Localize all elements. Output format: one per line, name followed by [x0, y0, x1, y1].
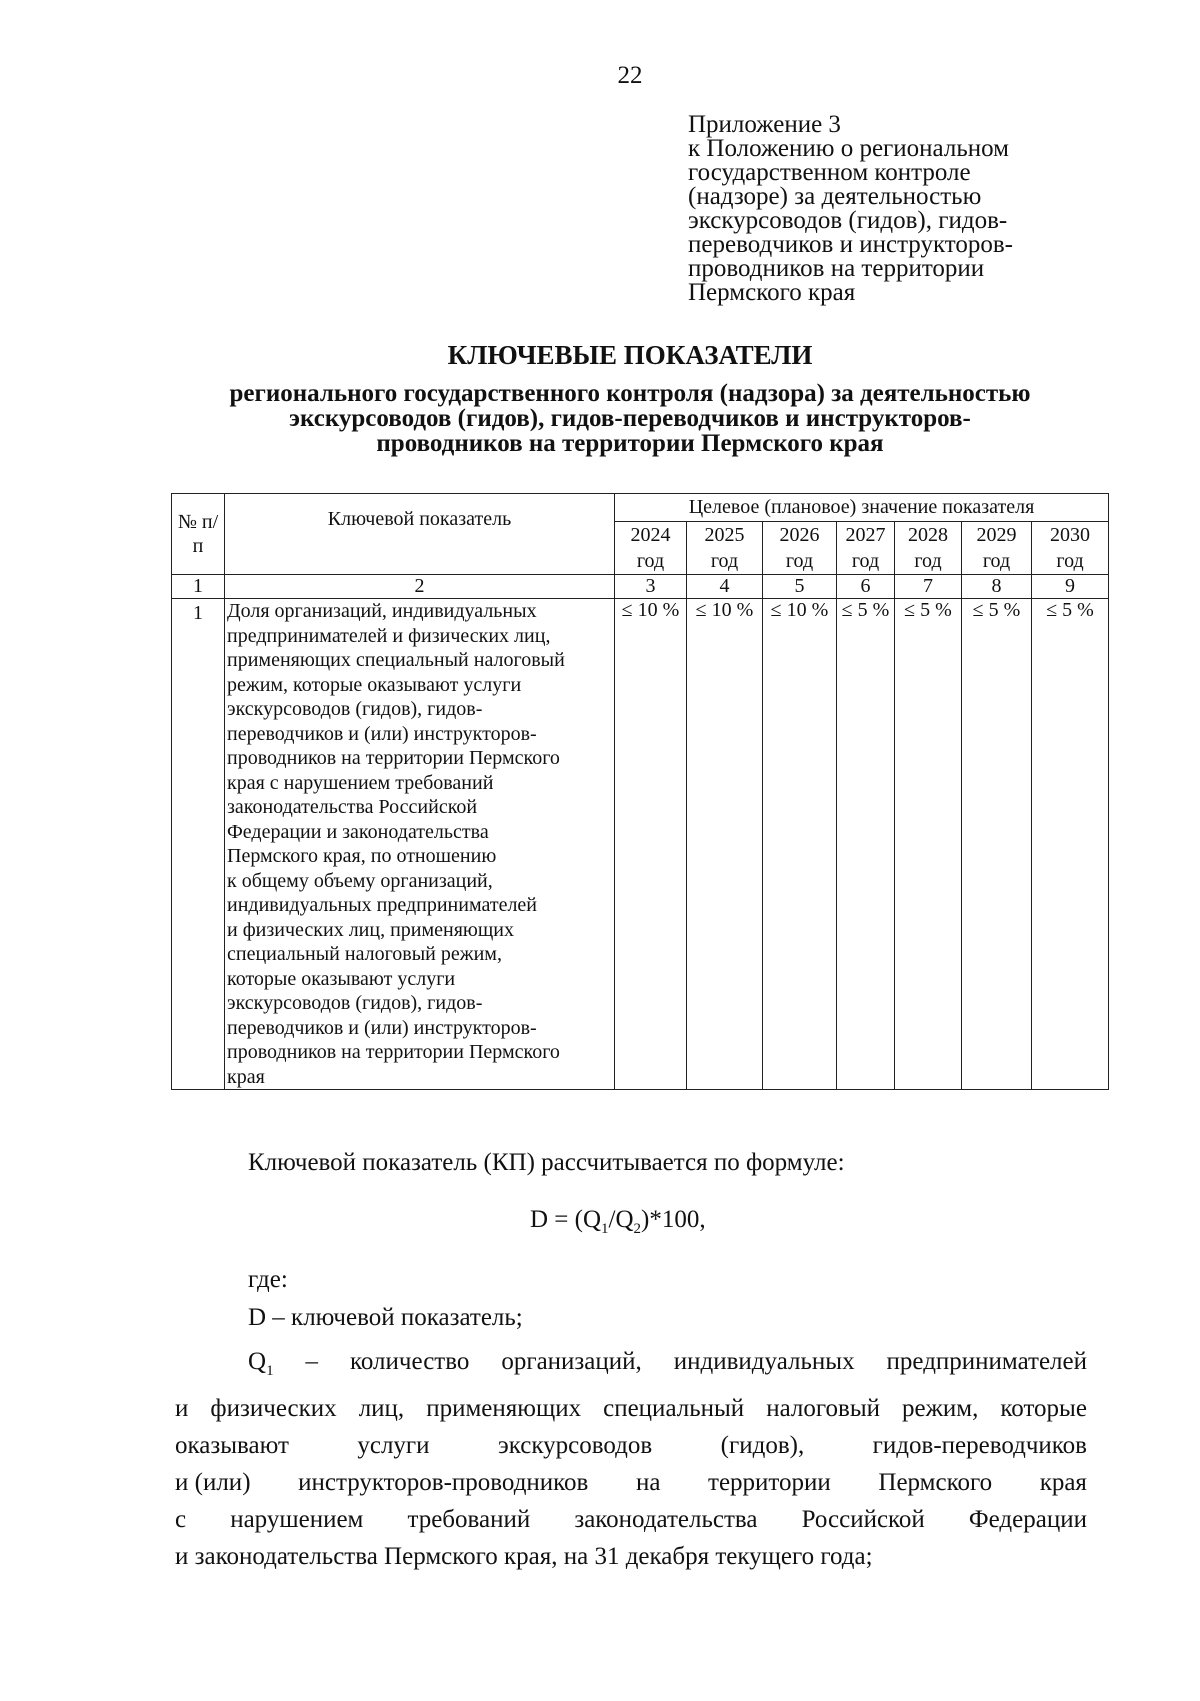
column-number: 1	[172, 575, 225, 599]
year-cell: 2029 год	[962, 522, 1032, 575]
row-number: 1	[172, 599, 225, 1090]
formula-intro: Ключевой показатель (КП) рассчитывается по формуле:	[248, 1149, 845, 1176]
column-number-row	[172, 575, 1109, 599]
document-subtitle	[160, 381, 1100, 456]
appendix-header	[688, 113, 1128, 305]
target-value: ≤ 10 %	[615, 599, 687, 1090]
year-cell: 2028 год	[895, 522, 962, 575]
appendix-line: Пермского края	[688, 279, 856, 306]
appendix-line: государственном контроле	[688, 159, 971, 186]
document-title: КЛЮЧЕВЫЕ ПОКАЗАТЕЛИ	[447, 340, 813, 370]
q1-line: оказывают услуги экскурсоводов (гидов), гидов-переводчиков	[175, 1432, 1087, 1459]
header-target: Целевое (плановое) значение показателя	[615, 494, 1109, 522]
kpi-table	[171, 493, 1109, 1090]
column-number: 7	[895, 575, 962, 599]
column-number: 3	[615, 575, 687, 599]
q1-line: и физических лиц, применяющих специальный налоговый режим, которые	[175, 1395, 1087, 1422]
target-value: ≤ 5 %	[895, 599, 962, 1090]
appendix-line: (надзоре) за деятельностью	[688, 183, 982, 210]
q1-definition	[175, 1343, 1087, 1575]
subtitle-line: экскурсоводов (гидов), гидов-переводчиков и инструкторов-	[289, 405, 971, 432]
appendix-line: Приложение 3	[688, 111, 841, 138]
target-value: ≤ 5 %	[837, 599, 895, 1090]
year-cell: 2030 год	[1032, 522, 1109, 575]
year-cell: 2025 год	[687, 522, 763, 575]
column-number: 5	[763, 575, 837, 599]
q1-line: и законодательства Пермского края, на 31 декабря текущего года;	[175, 1543, 873, 1570]
target-value: ≤ 5 %	[1032, 599, 1109, 1090]
year-cell: 2026 год	[763, 522, 837, 575]
indicator-description: Доля организаций, индивидуальных предпринимателей и физических лиц, применяющих специальный налоговый режим, которые оказывают услуги экскурсоводов (гидов), гидов- переводчиков и (или) инструкторов- проводников на территории Пермского края с нарушением требований законодательства Российской Федерации и законодательства Пермского края, по отношению к общему объему организаций, индивидуальных предпринимателей и физических лиц, применяющих специальный налоговый режим, которые оказывают услуги экскурсоводов (гидов), гидов- переводчиков и (или) инструкторов- проводников на территории Пермского края	[225, 599, 615, 1090]
year-cell: 2027 год	[837, 522, 895, 575]
where-label: где:	[248, 1266, 288, 1293]
column-number: 6	[837, 575, 895, 599]
q1-symbol: $Q_1$	[248, 1348, 274, 1379]
appendix-line: к Положению о региональном	[688, 135, 1009, 162]
q1-line: $Q_1$ – количество организаций, индивидуальных предпринимателей	[175, 1343, 1087, 1390]
appendix-line: проводников на территории	[688, 255, 985, 282]
table-header-row	[172, 494, 1109, 522]
subtitle-line: регионального государственного контроля (надзора) за деятельностью	[229, 380, 1031, 407]
appendix-line: переводчиков и инструкторов-	[688, 231, 1014, 258]
d-definition: D – ключевой показатель;	[248, 1304, 523, 1331]
subtitle-line: проводников на территории Пермского края	[376, 430, 884, 457]
q1-line: с нарушением требований законодательства Российской Федерации	[175, 1506, 1087, 1533]
appendix-line: экскурсоводов (гидов), гидов-	[688, 207, 1008, 234]
year-cell: 2024 год	[615, 522, 687, 575]
page-number: 22	[617, 62, 643, 89]
column-number: 9	[1032, 575, 1109, 599]
q1-line: и (или) инструкторов-проводников на территории Пермского края	[175, 1469, 1087, 1496]
header-num: № п/п	[172, 494, 225, 575]
formula: $D = (Q_1/Q_2)*100$,	[530, 1206, 706, 1237]
target-value: ≤ 10 %	[763, 599, 837, 1090]
target-value: ≤ 10 %	[687, 599, 763, 1090]
target-value: ≤ 5 %	[962, 599, 1032, 1090]
column-number: 4	[687, 575, 763, 599]
column-number: 8	[962, 575, 1032, 599]
column-number: 2	[225, 575, 615, 599]
header-indicator: Ключевой показатель	[225, 494, 615, 575]
table-row	[172, 599, 1109, 1090]
